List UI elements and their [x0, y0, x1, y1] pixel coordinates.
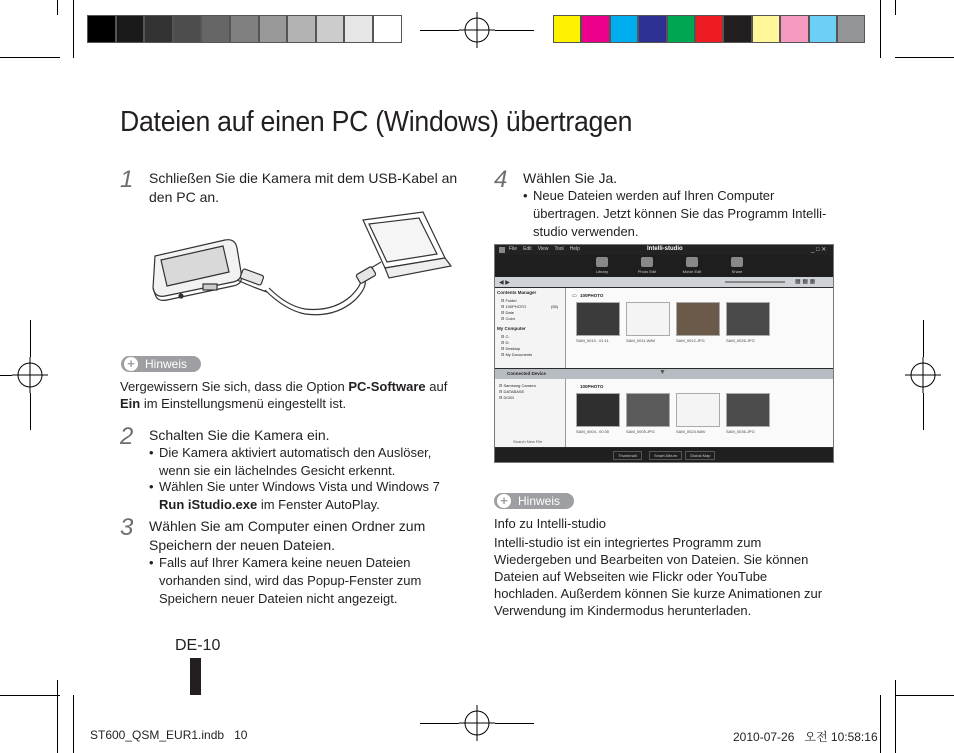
thumbnail-label: SAM_0010.. 01:11 [576, 338, 609, 343]
color-swatch [809, 15, 837, 43]
step-3-number: 3 [120, 514, 134, 541]
step-1-text: Schließen Sie die Kamera mit dem USB-Kabel an den PC an. [149, 170, 458, 205]
view-mode-button[interactable]: Global Map [685, 451, 715, 460]
color-swatch [373, 15, 402, 43]
app-icon [499, 247, 505, 253]
menu-item[interactable]: Tool [554, 246, 564, 252]
thumbnail-label: SAM_0026.JPG [726, 338, 755, 343]
color-swatch [723, 15, 751, 43]
tree-item[interactable]: ⊟ D: [501, 340, 510, 345]
plus-icon: + [497, 494, 511, 508]
camera-icon [153, 240, 241, 301]
color-swatch [837, 15, 865, 43]
app-title: Intelli-studio [647, 246, 683, 252]
registration-mark-top [459, 12, 495, 48]
color-swatch [287, 15, 316, 43]
registration-mark-bottom [459, 705, 495, 741]
folder-icon: ▭ [572, 293, 577, 299]
step-4-text: Wählen Sie Ja. [523, 170, 618, 186]
page-tab-bar [190, 658, 201, 695]
note-badge-2 [494, 493, 574, 509]
toolbar-icon [596, 257, 608, 267]
color-swatch [780, 15, 808, 43]
thumbnail[interactable] [676, 302, 720, 336]
registration-mark-right [905, 357, 941, 393]
step-2-text: Schalten Sie die Kamera ein. [149, 427, 330, 443]
color-swatch [667, 15, 695, 43]
toolbar-button[interactable] [677, 257, 707, 274]
color-swatch [144, 15, 173, 43]
toolbar-button[interactable] [587, 257, 617, 274]
note-label: Hinweis [518, 494, 561, 508]
registration-mark-left [12, 357, 48, 393]
tree-item[interactable]: ⊟ Samsung Camera [499, 383, 536, 388]
thumbnail-label: SAM_0004.. 00:30 [576, 429, 610, 434]
view-mode-button[interactable]: Smart Album [649, 451, 682, 460]
color-swatch [173, 15, 202, 43]
note-2-heading: Info zu Intelli-studio [494, 516, 607, 531]
step-2-bullet-1: • Die Kamera aktiviert automatisch den Auslöser, wenn sie ein lächelndes Gesicht erkennt. [149, 445, 432, 478]
toolbar-icon [731, 257, 743, 267]
menu-item[interactable]: View [537, 246, 549, 252]
tree-item[interactable]: ⊟ Date [501, 310, 514, 315]
thumbnail[interactable] [626, 302, 670, 336]
menu-bar [509, 246, 586, 252]
thumbnail[interactable] [576, 302, 620, 336]
color-swatch [87, 15, 116, 43]
note-2-body: Intelli-studio ist ein integriertes Programm zum Wiedergeben und Bearbeiten von Dateien. Sie können Dateien auf Webseiten wie Flickr oder YouTube hochladen. Außerdem können Sie kurze Animationen zur Verwendung im Kindermodus herunterladen. [494, 535, 823, 618]
toolbar-label: Movie Edit [682, 269, 702, 274]
toolbar-label: Photo Edit [637, 269, 657, 274]
note-label: Hinweis [145, 357, 188, 371]
print-slug-file: ST600_QSM_EUR1.indb 10 [90, 728, 248, 742]
color-swatch [116, 15, 145, 43]
connected-device-label: Connected Device [507, 371, 547, 376]
laptop-icon [363, 212, 451, 278]
folder-count-badge: (55) [551, 304, 559, 309]
note-text: Vergewissern Sie sich, dass die Option PC-Software auf Ein im Einstellungsmenü eingestellt ist. [120, 379, 448, 411]
tree-item[interactable]: ⊟ Desktop [501, 346, 521, 351]
color-swatch [752, 15, 780, 43]
note-badge [121, 356, 201, 372]
color-swatch [553, 15, 581, 43]
thumbnail[interactable] [676, 393, 720, 427]
color-swatch [610, 15, 638, 43]
color-swatch [695, 15, 723, 43]
toolbar-label: Library [595, 269, 609, 274]
zoom-slider [725, 281, 785, 283]
toolbar-icon [641, 257, 653, 267]
color-swatch [581, 15, 609, 43]
color-swatch [638, 15, 666, 43]
window-controls: _ □ ✕ [811, 247, 827, 253]
toolbar-label: Share [731, 269, 743, 274]
menu-item[interactable]: Help [569, 246, 580, 252]
tree-item[interactable]: ⊟ DATABASE [499, 389, 525, 394]
color-swatch [316, 15, 345, 43]
thumbnail[interactable] [576, 393, 620, 427]
color-swatch [344, 15, 373, 43]
thumbnail[interactable] [726, 302, 770, 336]
view-buttons: ▦ ▦ ▦ [795, 279, 816, 285]
step-3-text: Wählen Sie am Computer einen Ordner zum Speichern der neuen Dateien. [149, 518, 426, 553]
tree-item[interactable]: ⊟ 100PHOTO [501, 304, 527, 309]
color-swatch [230, 15, 259, 43]
color-swatch [259, 15, 288, 43]
thumbnail-label: SAM_0024.WAV [676, 429, 706, 434]
step-1-number: 1 [120, 166, 134, 193]
step-4-number: 4 [494, 166, 508, 193]
folder-label-top: 100PHOTO [580, 293, 604, 298]
tree-item[interactable]: ⊟ My Documents [501, 352, 533, 357]
step-2-bullet-2: • Wählen Sie unter Windows Vista und Windows 7 Run iStudio.exe im Fenster AutoPlay. [149, 479, 440, 512]
menu-item[interactable]: File [509, 246, 518, 252]
toolbar-icon [686, 257, 698, 267]
usb-cable-icon [237, 262, 381, 315]
thumbnail-label: SAM_0012.JPG [676, 338, 705, 343]
tree-item[interactable]: ⊟ Folder [501, 298, 517, 303]
thumbnail[interactable] [626, 393, 670, 427]
toolbar-button[interactable] [632, 257, 662, 274]
page-title: Dateien auf einen PC (Windows) übertragen [120, 106, 633, 138]
view-mode-button[interactable]: Thumbnail [613, 451, 642, 460]
toolbar-button[interactable] [722, 257, 752, 274]
intelli-studio-screenshot [494, 244, 834, 463]
tree-item[interactable]: ⊟ DCIM [499, 395, 514, 400]
step-3-bullet-1: • Falls auf Ihrer Kamera keine neuen Dateien vorhanden sind, wird das Popup-Fenster zum Speichern neuer Dateien nicht angezeigt. [149, 555, 422, 606]
tree-item[interactable]: ⊟ Color [501, 316, 516, 321]
thumbnail-label: SAM_0005.JPG [626, 429, 655, 434]
menu-item[interactable]: Edit [523, 246, 532, 252]
tree-item[interactable]: ⊟ C: [501, 334, 510, 339]
search-new-file-button: Search New File [513, 439, 543, 444]
thumbnail-label: SAM_0036.JPG [726, 429, 755, 434]
thumbnail-label: SAM_0011.WAV [626, 338, 656, 343]
camera-usb-laptop-illustration [145, 210, 455, 330]
step-2-number: 2 [120, 423, 134, 450]
collapse-icon: ▼ [659, 369, 666, 376]
nav-arrows: ◀ ▶ [499, 280, 510, 286]
folder-label-bottom: 100PHOTO [580, 384, 604, 389]
my-computer-label: My Computer [497, 326, 526, 331]
step-4-bullet-1: • Neue Dateien werden auf Ihren Computer übertragen. Jetzt können Sie das Programm Intelli-studio verwenden. [523, 188, 827, 239]
thumbnail[interactable] [726, 393, 770, 427]
page-number: DE-10 [175, 637, 221, 654]
plus-icon: + [124, 357, 138, 371]
contents-manager-label: Contents Manager [497, 290, 537, 295]
color-swatch [201, 15, 230, 43]
print-slug-date: 2010-07-26 오전 10:58:16 [733, 730, 878, 744]
